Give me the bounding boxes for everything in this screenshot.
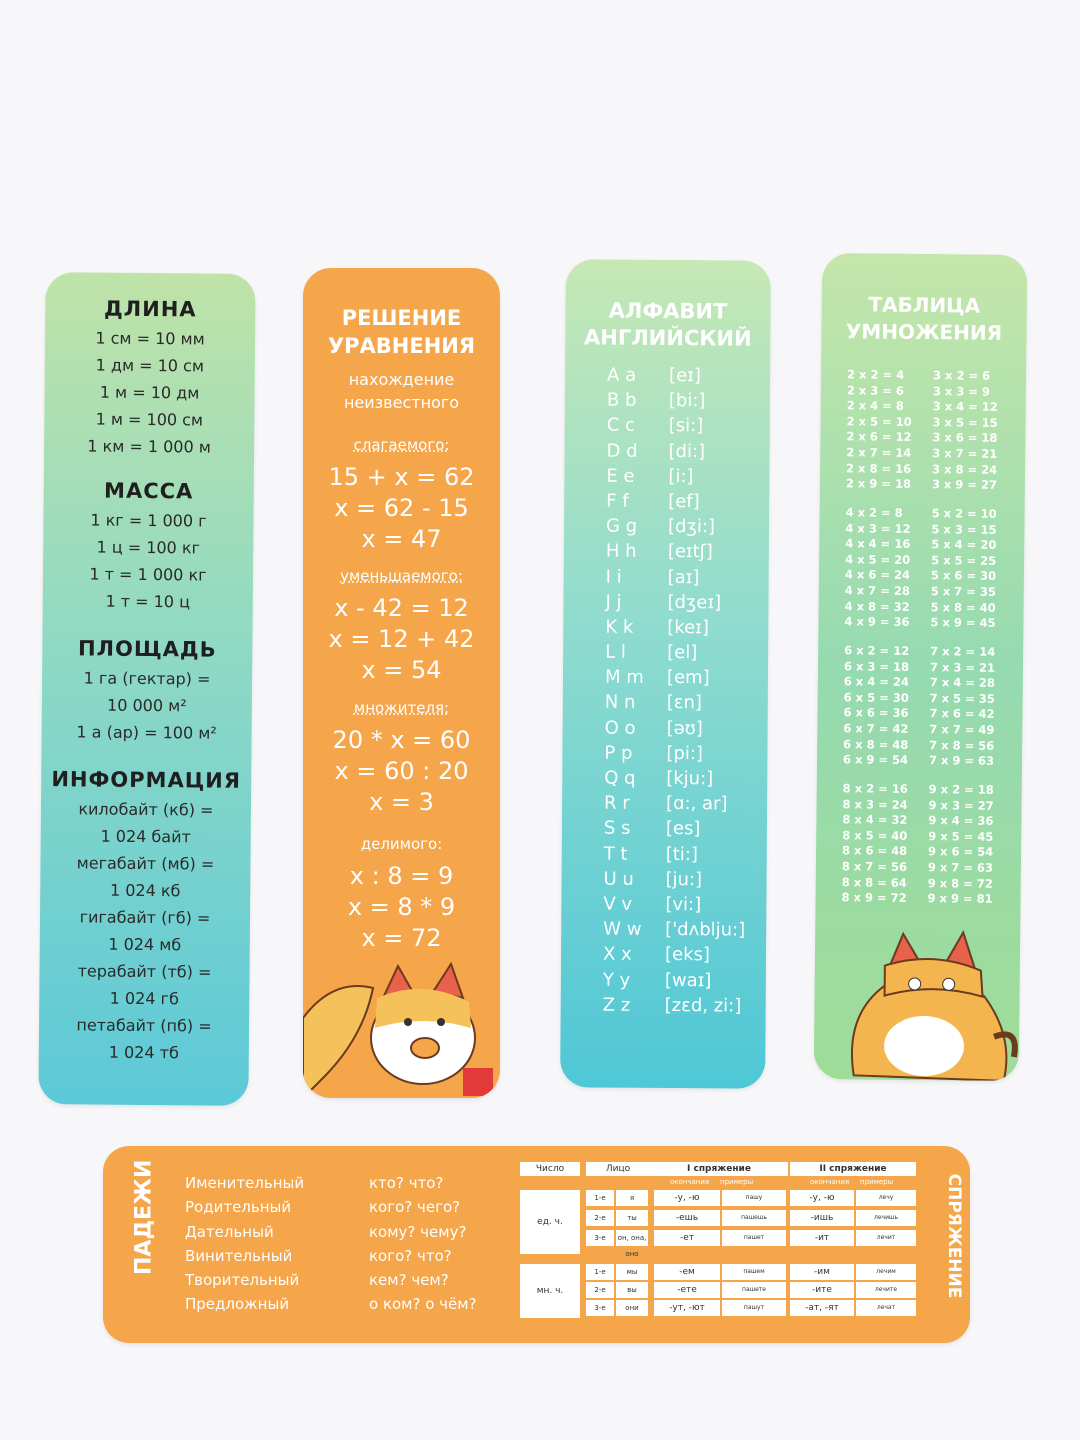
- multiplication-column: [846, 367, 933, 493]
- letter: Z z: [602, 994, 631, 1016]
- letter: L l: [605, 641, 626, 663]
- example-cell: пашет: [722, 1230, 786, 1246]
- transcription: [ɛn]: [666, 692, 703, 714]
- unit-line: 10 000 м²: [106, 695, 187, 716]
- transcription: [aɪ]: [667, 566, 700, 588]
- example-cell: лечишь: [856, 1210, 916, 1226]
- letter: O o: [604, 717, 636, 739]
- alphabet-row: [604, 793, 746, 819]
- person-cell: 2-е: [586, 1282, 614, 1298]
- block-factor: [303, 697, 500, 818]
- ending-cell: -им: [790, 1264, 854, 1280]
- multiplication-fact: 9 x 6 = 54: [927, 844, 994, 860]
- letter: Q q: [604, 767, 636, 789]
- example-cell: лечит: [856, 1230, 916, 1246]
- multiplication-column: [844, 505, 931, 631]
- letter: D d: [606, 440, 638, 462]
- unit-line: 1 га (гектар) =: [83, 668, 211, 689]
- unit-line: петабайт (пб) =: [76, 1015, 212, 1036]
- case-name: Дательный: [185, 1222, 274, 1241]
- alphabet-row: [604, 742, 746, 768]
- equation: x = 62 - 15: [334, 494, 469, 522]
- letter: N n: [604, 692, 636, 714]
- multiplication-fact: 9 x 5 = 45: [928, 828, 994, 844]
- multiplication-fact: 3 x 2 = 6: [932, 368, 991, 383]
- transcription: [keɪ]: [667, 616, 709, 639]
- singular-label: ед. ч.: [520, 1190, 580, 1254]
- letter: R r: [604, 792, 630, 814]
- pronoun-cell: он, она, оно: [616, 1230, 648, 1246]
- pronoun-cell: вы: [616, 1282, 648, 1298]
- case-name: Именительный: [185, 1174, 305, 1192]
- multiplication-fact: 4 x 8 = 32: [844, 598, 910, 614]
- transcription: [dʒi:]: [667, 516, 716, 538]
- alphabet-row: [603, 919, 745, 945]
- multiplication-fact: 5 x 5 = 25: [931, 552, 997, 568]
- section-mass: [43, 478, 254, 616]
- example-cell: пашешь: [722, 1210, 786, 1226]
- alphabet-row: [606, 516, 748, 542]
- multiplication-fact: 4 x 7 = 28: [844, 583, 910, 598]
- equation: x = 54: [361, 656, 442, 684]
- multiplication-fact: 9 x 9 = 81: [927, 891, 993, 906]
- case-question: кто? что?: [369, 1174, 444, 1192]
- section-title: ПЛОЩАДЬ: [77, 636, 217, 662]
- multiplication-group: [843, 643, 1016, 770]
- subtitle-line: нахождение: [348, 370, 455, 389]
- alphabet-row: [606, 491, 748, 517]
- equation: x = 3: [369, 788, 434, 816]
- letter: F f: [606, 490, 629, 512]
- alphabet-row: [605, 616, 747, 642]
- alphabet-row: [605, 717, 747, 743]
- multiplication-fact: 6 x 3 = 18: [843, 658, 910, 674]
- letter: I i: [605, 566, 622, 588]
- multiplication-fact: 4 x 3 = 12: [845, 520, 911, 536]
- alphabet-list: [603, 365, 750, 1021]
- multiplication-fact: 2 x 6 = 12: [846, 429, 912, 445]
- transcription: [kju:]: [666, 768, 714, 790]
- multiplication-fact: 2 x 7 = 14: [846, 445, 912, 460]
- case-question: о ком? о чём?: [369, 1295, 477, 1314]
- multiplication-fact: 7 x 9 = 63: [928, 753, 995, 768]
- transcription: [di:]: [668, 440, 706, 462]
- pronoun-cell: я: [616, 1190, 648, 1206]
- letter: W w: [603, 918, 642, 940]
- multiplication-fact: 9 x 7 = 63: [927, 860, 994, 875]
- multiplication-fact: 8 x 9 = 72: [841, 890, 907, 906]
- cat-illustration: [844, 925, 1021, 1081]
- multiplication-fact: 6 x 8 = 48: [843, 736, 909, 752]
- multiplication-fact: 8 x 8 = 64: [841, 874, 907, 890]
- person-cell: 1-е: [586, 1264, 614, 1280]
- alphabet-row: [603, 944, 745, 970]
- person-cell: 3-е: [586, 1300, 614, 1316]
- title-line: АЛФАВИТ: [608, 298, 728, 324]
- transcription: [ef]: [668, 490, 700, 513]
- block-label: уменьшаемого:: [340, 567, 463, 585]
- ending-cell: -ет: [654, 1230, 720, 1246]
- bookmark-equations: [303, 268, 500, 1098]
- example-cell: лечим: [856, 1264, 916, 1280]
- letter: G g: [605, 515, 638, 537]
- ending-cell: -ут, -ют: [654, 1300, 720, 1316]
- unit-line: 1 км = 1 000 м: [87, 436, 211, 457]
- multiplication-fact: 8 x 7 = 56: [841, 859, 908, 874]
- unit-line: 1 дм = 10 см: [95, 355, 205, 376]
- letter: V v: [603, 893, 633, 915]
- conjugation-table: [520, 1162, 920, 1320]
- multiplication-fact: 4 x 4 = 16: [845, 536, 911, 552]
- multiplication-fact: 5 x 9 = 45: [930, 615, 996, 630]
- title-line: РЕШЕНИЕ: [341, 306, 462, 330]
- header-conj1: I спряжение: [650, 1162, 788, 1176]
- ending-cell: -у, -ю: [654, 1190, 720, 1206]
- person-cell: 3-е: [586, 1230, 614, 1246]
- example-cell: пашу: [722, 1190, 786, 1206]
- equation: 15 + x = 62: [328, 463, 475, 491]
- alphabet-row: [603, 969, 745, 995]
- sub-endings: окончания: [670, 1178, 710, 1186]
- equation: x = 8 * 9: [347, 893, 456, 921]
- example-cell: пашем: [722, 1264, 786, 1280]
- multiplication-fact: 3 x 6 = 18: [932, 430, 998, 446]
- alphabet-row: [603, 994, 745, 1020]
- equation: x = 12 + 42: [328, 625, 475, 653]
- multiplication-fact: 2 x 9 = 18: [845, 476, 912, 492]
- bookmark-multiplication: [814, 253, 1028, 1081]
- unit-line: 1 м = 10 дм: [99, 382, 200, 403]
- multiplication-fact: 8 x 3 = 24: [842, 796, 908, 812]
- pronoun-cell: они: [616, 1300, 648, 1316]
- unit-line: 1 024 кб: [109, 880, 181, 901]
- ending-cell: -ете: [654, 1282, 720, 1298]
- unit-line: 1 кг = 1 000 г: [90, 510, 207, 531]
- multiplication-column: [932, 368, 1019, 494]
- pronoun-cell: мы: [616, 1264, 648, 1280]
- case-name: Родительный: [185, 1198, 292, 1217]
- question-list: [369, 1174, 477, 1320]
- multiplication-fact: 2 x 8 = 16: [846, 460, 912, 476]
- multiplication-fact: 3 x 7 = 21: [932, 446, 998, 461]
- pronoun-cell: ты: [616, 1210, 648, 1226]
- transcription: [i:]: [668, 465, 694, 487]
- alphabet-row: [605, 591, 747, 617]
- block-label: делимого:: [360, 835, 443, 853]
- multiplication-fact: 9 x 2 = 18: [928, 782, 994, 797]
- equations-subtitle: [303, 368, 500, 414]
- case-question: кем? чем?: [369, 1271, 449, 1290]
- multiplication-group: [846, 367, 1019, 494]
- block-dividend: [303, 833, 500, 954]
- multiplication-fact: 7 x 5 = 35: [929, 690, 995, 706]
- multiplication-fact: 5 x 2 = 10: [931, 506, 997, 521]
- block-label: слагаемого:: [353, 436, 450, 454]
- multiplication-fact: 6 x 7 = 42: [843, 721, 909, 736]
- bookmark-units: [38, 272, 255, 1106]
- ending-cell: -ите: [790, 1282, 854, 1298]
- equation: 20 * x = 60: [332, 726, 471, 754]
- sub-examples: примеры: [860, 1178, 894, 1186]
- case-list: [185, 1174, 304, 1320]
- section-area: [42, 636, 253, 747]
- multiplication-fact: 7 x 7 = 49: [929, 722, 995, 737]
- multiplication-fact: 3 x 4 = 12: [932, 399, 998, 414]
- section-length: [44, 296, 255, 461]
- unit-line: гигабайт (гб) =: [79, 907, 211, 928]
- header-person: Лицо: [586, 1162, 650, 1176]
- alphabet-row: [606, 541, 748, 567]
- sub-examples: примеры: [720, 1178, 754, 1186]
- letter: S s: [603, 817, 631, 840]
- case-name: Предложный: [185, 1295, 290, 1314]
- transcription: [ɑ:, ar]: [666, 793, 728, 815]
- transcription: [eks]: [664, 944, 711, 966]
- unit-line: 1 м = 100 см: [95, 409, 204, 430]
- transcription: [pi:]: [666, 742, 704, 765]
- multiplication-column: [930, 506, 1017, 632]
- unit-line: мегабайт (мб) =: [76, 853, 215, 874]
- subtitle-line: неизвестного: [343, 393, 460, 412]
- alphabet-row: [607, 365, 749, 391]
- multiplication-fact: 8 x 5 = 40: [842, 827, 908, 843]
- letter: P p: [604, 742, 633, 764]
- letter: Y y: [602, 969, 631, 991]
- multiplication-fact: 6 x 6 = 36: [843, 705, 909, 721]
- transcription: [dʒeɪ]: [667, 591, 722, 614]
- multiplication-fact: 7 x 2 = 14: [930, 644, 996, 659]
- section-information: [39, 767, 252, 1067]
- case-name: Винительный: [185, 1246, 293, 1265]
- sub-endings: окончания: [810, 1178, 850, 1186]
- multiplication-column: [843, 643, 930, 769]
- letter: M m: [604, 666, 644, 689]
- alphabet-row: [605, 642, 747, 668]
- alphabet-row: [605, 692, 747, 718]
- example-cell: пашут: [722, 1300, 786, 1316]
- unit-line: 1 024 гб: [109, 988, 179, 1009]
- multiplication-fact: 3 x 8 = 24: [932, 461, 998, 477]
- multiplication-fact: 9 x 4 = 36: [928, 813, 994, 828]
- block-addend: [303, 434, 500, 555]
- transcription: [eɪtʃ]: [667, 541, 713, 563]
- equation: x = 47: [361, 525, 442, 553]
- multiplication-column: [929, 644, 1016, 770]
- multiplication-group: [841, 781, 1014, 908]
- cases-title: ПАДЕЖИ: [131, 1159, 157, 1275]
- alphabet-row: [607, 390, 749, 416]
- multiplication-fact: 6 x 9 = 54: [842, 752, 909, 768]
- case-question: кого? что?: [369, 1246, 452, 1265]
- multiplication-fact: 4 x 9 = 36: [844, 614, 910, 630]
- letter: B b: [606, 389, 637, 411]
- multiplication-fact: 7 x 4 = 28: [929, 675, 995, 690]
- alphabet-row: [607, 415, 749, 441]
- multiplication-column: [927, 782, 1014, 908]
- transcription: [em]: [666, 667, 710, 689]
- multiplication-fact: 8 x 4 = 32: [842, 812, 908, 828]
- multiplication-fact: 6 x 2 = 12: [844, 643, 910, 658]
- header-conj2: II спряжение: [790, 1162, 916, 1176]
- multiplication-fact: 3 x 5 = 15: [932, 414, 998, 430]
- bookmark-alphabet: [560, 259, 771, 1088]
- transcription: [ti:]: [665, 843, 698, 865]
- alphabet-row: [604, 768, 746, 794]
- letter: A a: [607, 364, 637, 386]
- title-line: АНГЛИЙСКИЙ: [583, 325, 752, 351]
- alphabet-row: [604, 818, 746, 844]
- multiplication-fact: 3 x 9 = 27: [931, 477, 998, 492]
- transcription: [zɛd, zi:]: [664, 994, 742, 1017]
- equation: x = 72: [361, 924, 442, 952]
- equation: x - 42 = 12: [334, 594, 469, 622]
- letter: K k: [605, 616, 634, 638]
- letter: H h: [605, 540, 637, 563]
- alphabet-row: [603, 894, 745, 920]
- multiplication-fact: 7 x 8 = 56: [929, 737, 995, 753]
- multiplication-fact: 9 x 8 = 72: [927, 875, 993, 891]
- ending-cell: -у, -ю: [790, 1190, 854, 1206]
- case-question: кому? чему?: [369, 1222, 467, 1241]
- multiplication-fact: 5 x 3 = 15: [931, 521, 997, 537]
- ending-cell: -ит: [790, 1230, 854, 1246]
- multiplication-fact: 6 x 5 = 30: [843, 689, 909, 705]
- transcription: [waɪ]: [664, 969, 712, 991]
- header-number: Число: [520, 1162, 580, 1176]
- transcription: [vi:]: [665, 893, 702, 916]
- letter: E e: [606, 465, 635, 487]
- ending-cell: -ат, -ят: [790, 1300, 854, 1316]
- example-cell: лечу: [856, 1190, 916, 1206]
- alphabet-row: [604, 843, 746, 869]
- multiplication-fact: 8 x 2 = 16: [842, 781, 908, 796]
- multiplication-fact: 4 x 2 = 8: [845, 505, 903, 520]
- transcription: [bi:]: [668, 390, 706, 412]
- transcription: [əʊ]: [666, 717, 703, 739]
- ending-cell: -ешь: [654, 1210, 720, 1226]
- bookmark-cases: [103, 1146, 970, 1343]
- unit-line: 1 т = 1 000 кг: [89, 564, 207, 585]
- multiplication-fact: 7 x 3 = 21: [929, 659, 996, 675]
- letter: X x: [602, 943, 632, 966]
- multiplication-fact: 3 x 3 = 9: [932, 383, 991, 399]
- example-cell: пашете: [722, 1282, 786, 1298]
- section-title: ДЛИНА: [103, 296, 197, 322]
- block-label: множителя:: [353, 699, 450, 717]
- unit-line: 1 024 мб: [108, 934, 182, 955]
- case-name: Творительный: [185, 1271, 300, 1290]
- cat-illustration: [303, 958, 500, 1098]
- letter: C c: [606, 414, 635, 437]
- alphabet-row: [606, 465, 748, 491]
- multiplication-fact: 5 x 6 = 30: [930, 568, 997, 584]
- multiplication-fact: 5 x 8 = 40: [930, 599, 996, 615]
- alphabet-row: [603, 868, 745, 894]
- multiplication-fact: 7 x 6 = 42: [929, 706, 995, 722]
- multiplication-fact: 5 x 7 = 35: [930, 584, 996, 599]
- multiplication-fact: 8 x 6 = 48: [842, 843, 908, 859]
- letter: U u: [603, 868, 634, 890]
- title-line: УМНОЖЕНИЯ: [845, 319, 1003, 345]
- conjugation-title: СПРЯЖЕНИЕ: [944, 1173, 964, 1299]
- multiplication-title: [821, 291, 1027, 347]
- multiplication-fact: 4 x 5 = 20: [845, 551, 911, 567]
- section-title: МАССА: [103, 478, 194, 504]
- multiplication-group: [844, 505, 1017, 632]
- multiplication-fact: 2 x 5 = 10: [846, 413, 912, 429]
- ending-cell: -ишь: [790, 1210, 854, 1226]
- unit-line: 1 см = 10 мм: [95, 328, 205, 349]
- unit-line: килобайт (кб) =: [78, 799, 214, 820]
- ending-cell: -ем: [654, 1264, 720, 1280]
- multiplication-fact: 2 x 4 = 8: [846, 398, 904, 413]
- transcription: [es]: [665, 818, 701, 840]
- multiplication-fact: 5 x 4 = 20: [931, 537, 997, 552]
- multiplication-fact: 4 x 6 = 24: [844, 567, 911, 583]
- title-line: УРАВНЕНИЯ: [327, 334, 476, 358]
- equation: x : 8 = 9: [349, 862, 454, 890]
- example-cell: лечите: [856, 1282, 916, 1298]
- block-minuend: [303, 565, 500, 686]
- unit-line: терабайт (тб) =: [77, 961, 212, 982]
- transcription: [el]: [667, 642, 698, 664]
- transcription: [eɪ]: [669, 365, 701, 387]
- letter: T t: [603, 843, 628, 865]
- alphabet-title: [565, 297, 770, 352]
- plural-label: мн. ч.: [520, 1264, 580, 1318]
- unit-line: 1 а (ар) = 100 м²: [76, 722, 217, 743]
- letter: J j: [605, 591, 622, 613]
- alphabet-row: [606, 566, 748, 592]
- transcription: ['dʌblju:]: [665, 919, 746, 941]
- alphabet-row: [606, 440, 748, 466]
- multiplication-fact: 2 x 3 = 6: [846, 382, 905, 398]
- equations-title: [303, 304, 500, 360]
- transcription: [ju:]: [665, 868, 703, 891]
- case-question: кого? чего?: [369, 1198, 461, 1217]
- example-cell: лечат: [856, 1300, 916, 1316]
- transcription: [si:]: [668, 415, 704, 437]
- unit-line: 1 024 байт: [100, 826, 191, 847]
- person-cell: 1-е: [586, 1190, 614, 1206]
- multiplication-column: [841, 781, 928, 907]
- equation: x = 60 : 20: [334, 757, 469, 785]
- unit-line: 1 т = 10 ц: [105, 591, 191, 612]
- multiplication-fact: 2 x 2 = 4: [846, 367, 905, 382]
- alphabet-row: [605, 667, 747, 693]
- title-line: ТАБЛИЦА: [868, 292, 981, 318]
- unit-line: 1 ц = 100 кг: [96, 537, 201, 558]
- multiplication-fact: 9 x 3 = 27: [928, 797, 994, 813]
- unit-line: 1 024 тб: [108, 1042, 179, 1063]
- multiplication-fact: 6 x 4 = 24: [843, 674, 909, 690]
- person-cell: 2-е: [586, 1210, 614, 1226]
- section-title: ИНФОРМАЦИЯ: [51, 767, 242, 793]
